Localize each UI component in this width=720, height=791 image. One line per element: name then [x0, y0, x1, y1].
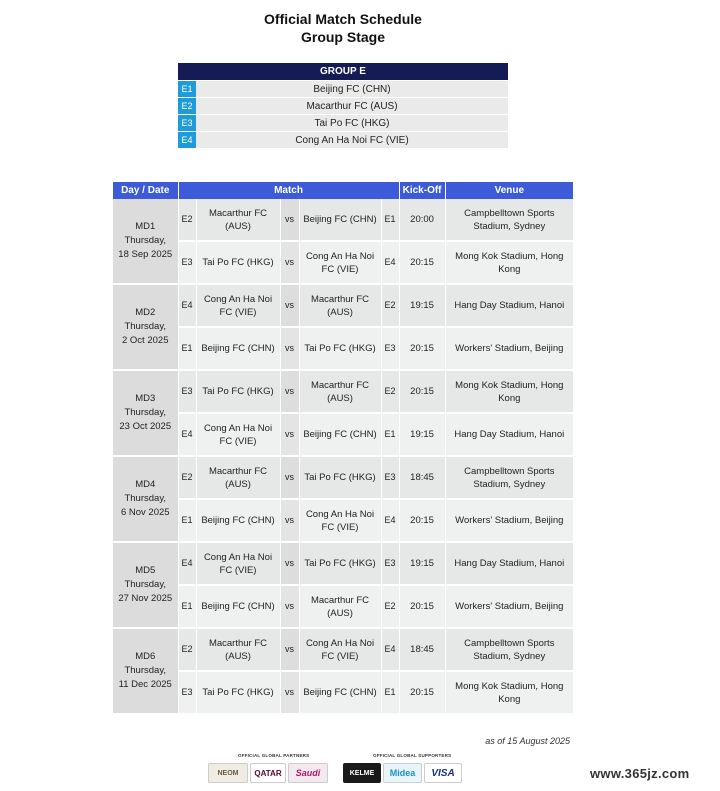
away-team: Tai Po FC (HKG) [299, 542, 381, 585]
header-match: Match [178, 182, 399, 199]
home-team: Macarthur FC (AUS) [196, 199, 280, 241]
watermark: www.365jz.com [590, 766, 690, 781]
home-code: E1 [178, 585, 196, 628]
page-title [0, 10, 686, 46]
home-code: E4 [178, 284, 196, 327]
group-name: GROUP E [178, 63, 508, 81]
home-team: Beijing FC (CHN) [196, 499, 280, 542]
match-row [113, 370, 573, 413]
home-code: E4 [178, 413, 196, 456]
kickoff-time: 20:15 [399, 671, 445, 714]
vs-label: vs [280, 499, 299, 542]
team-code: E4 [178, 132, 196, 149]
home-code: E2 [178, 628, 196, 671]
match-row [113, 199, 573, 241]
venue: Hang Day Stadium, Hanoi [445, 413, 573, 456]
away-code: E4 [381, 628, 399, 671]
neom-logo: NEOM [208, 763, 248, 783]
title-line-2: Group Stage [300, 29, 385, 45]
visa-logo: VISA [424, 763, 462, 783]
match-row [113, 241, 573, 284]
supporters-label: OFFICIAL GLOBAL SUPPORTERS [373, 753, 452, 758]
home-team: Cong An Ha Noi FC (VIE) [196, 413, 280, 456]
vs-label: vs [280, 327, 299, 370]
matchday-label: MD4 [135, 479, 156, 490]
header-day: Day / Date [113, 182, 178, 199]
team-name: Tai Po FC (HKG) [196, 115, 508, 132]
group-team-row [178, 81, 508, 98]
matchday-cell [113, 628, 178, 714]
away-code: E3 [381, 542, 399, 585]
kickoff-time: 19:15 [399, 542, 445, 585]
away-code: E2 [381, 370, 399, 413]
vs-label: vs [280, 456, 299, 499]
matchday-weekday: Thursday, [124, 407, 167, 418]
venue: Workers' Stadium, Beijing [445, 327, 573, 370]
away-team: Cong An Ha Noi FC (VIE) [299, 241, 381, 284]
away-team: Tai Po FC (HKG) [299, 327, 381, 370]
venue: Mong Kok Stadium, Hong Kong [445, 671, 573, 714]
away-code: E4 [381, 499, 399, 542]
matchday-date: 11 Dec 2025 [118, 679, 172, 690]
away-team: Tai Po FC (HKG) [299, 456, 381, 499]
venue: Hang Day Stadium, Hanoi [445, 542, 573, 585]
team-name: Macarthur FC (AUS) [196, 98, 508, 115]
sponsors-strip [205, 753, 470, 787]
home-code: E2 [178, 456, 196, 499]
match-row [113, 671, 573, 714]
home-team: Tai Po FC (HKG) [196, 241, 280, 284]
title-line-1: Official Match Schedule [264, 11, 422, 27]
group-team-row [178, 98, 508, 115]
away-team: Macarthur FC (AUS) [299, 585, 381, 628]
kickoff-time: 20:15 [399, 370, 445, 413]
home-code: E3 [178, 671, 196, 714]
midea-logo: Midea [383, 763, 422, 783]
away-team: Beijing FC (CHN) [299, 413, 381, 456]
matchday-label: MD3 [135, 393, 156, 404]
away-team: Macarthur FC (AUS) [299, 284, 381, 327]
home-team: Beijing FC (CHN) [196, 327, 280, 370]
vs-label: vs [280, 671, 299, 714]
home-team: Tai Po FC (HKG) [196, 671, 280, 714]
home-team: Macarthur FC (AUS) [196, 456, 280, 499]
away-team: Cong An Ha Noi FC (VIE) [299, 628, 381, 671]
kickoff-time: 20:15 [399, 327, 445, 370]
kickoff-time: 20:00 [399, 199, 445, 241]
home-code: E4 [178, 542, 196, 585]
matchday-weekday: Thursday, [124, 579, 167, 590]
matchday-date: 6 Nov 2025 [120, 507, 170, 518]
venue: Workers' Stadium, Beijing [445, 585, 573, 628]
match-row [113, 284, 573, 327]
header-kickoff: Kick-Off [399, 182, 445, 199]
home-team: Cong An Ha Noi FC (VIE) [196, 542, 280, 585]
matchday-date: 27 Nov 2025 [118, 593, 173, 604]
home-code: E3 [178, 370, 196, 413]
home-code: E1 [178, 327, 196, 370]
away-team: Beijing FC (CHN) [299, 671, 381, 714]
venue: Workers' Stadium, Beijing [445, 499, 573, 542]
match-row [113, 628, 573, 671]
away-code: E2 [381, 585, 399, 628]
venue: Campbelltown Sports Stadium, Sydney [445, 628, 573, 671]
away-code: E1 [381, 671, 399, 714]
group-team-list [178, 81, 508, 149]
matchday-label: MD2 [135, 307, 156, 318]
vs-label: vs [280, 199, 299, 241]
home-code: E2 [178, 199, 196, 241]
matchday-weekday: Thursday, [124, 665, 167, 676]
kickoff-time: 20:15 [399, 585, 445, 628]
schedule-header-row [113, 182, 573, 199]
away-code: E3 [381, 327, 399, 370]
home-code: E1 [178, 499, 196, 542]
schedule-body [113, 199, 573, 714]
home-code: E3 [178, 241, 196, 284]
vs-label: vs [280, 284, 299, 327]
match-row [113, 542, 573, 585]
matchday-weekday: Thursday, [124, 235, 167, 246]
qatar-airways-logo: QATAR [250, 763, 286, 783]
away-code: E2 [381, 284, 399, 327]
away-code: E3 [381, 456, 399, 499]
kickoff-time: 18:45 [399, 628, 445, 671]
home-team: Cong An Ha Noi FC (VIE) [196, 284, 280, 327]
group-table [178, 63, 508, 148]
team-code: E2 [178, 98, 196, 115]
matchday-label: MD5 [135, 565, 156, 576]
kickoff-time: 19:15 [399, 413, 445, 456]
matchday-cell [113, 284, 178, 370]
venue: Campbelltown Sports Stadium, Sydney [445, 199, 573, 241]
match-row [113, 585, 573, 628]
venue: Hang Day Stadium, Hanoi [445, 284, 573, 327]
header-venue: Venue [445, 182, 573, 199]
matchday-cell [113, 456, 178, 542]
matchday-date: 23 Oct 2025 [119, 421, 172, 432]
home-team: Macarthur FC (AUS) [196, 628, 280, 671]
matchday-cell [113, 542, 178, 628]
team-code: E3 [178, 115, 196, 132]
match-row [113, 413, 573, 456]
team-name: Cong An Ha Noi FC (VIE) [196, 132, 508, 149]
vs-label: vs [280, 628, 299, 671]
vs-label: vs [280, 542, 299, 585]
away-team: Cong An Ha Noi FC (VIE) [299, 499, 381, 542]
team-name: Beijing FC (CHN) [196, 81, 508, 98]
matchday-label: MD1 [135, 221, 156, 232]
group-team-row [178, 132, 508, 149]
matchday-weekday: Thursday, [124, 321, 167, 332]
matchday-label: MD6 [135, 651, 156, 662]
vs-label: vs [280, 413, 299, 456]
kelme-logo: KELME [343, 763, 381, 783]
away-code: E1 [381, 413, 399, 456]
matchday-cell [113, 370, 178, 456]
team-code: E1 [178, 81, 196, 98]
match-row [113, 456, 573, 499]
home-team: Beijing FC (CHN) [196, 585, 280, 628]
group-team-row [178, 115, 508, 132]
vs-label: vs [280, 370, 299, 413]
matchday-cell [113, 199, 178, 284]
venue: Mong Kok Stadium, Hong Kong [445, 370, 573, 413]
away-code: E4 [381, 241, 399, 284]
home-team: Tai Po FC (HKG) [196, 370, 280, 413]
kickoff-time: 20:15 [399, 241, 445, 284]
venue: Mong Kok Stadium, Hong Kong [445, 241, 573, 284]
away-team: Beijing FC (CHN) [299, 199, 381, 241]
kickoff-time: 18:45 [399, 456, 445, 499]
venue: Campbelltown Sports Stadium, Sydney [445, 456, 573, 499]
saudi-logo: Saudi [288, 763, 328, 783]
kickoff-time: 20:15 [399, 499, 445, 542]
partners-label: OFFICIAL GLOBAL PARTNERS [238, 753, 310, 758]
away-team: Macarthur FC (AUS) [299, 370, 381, 413]
vs-label: vs [280, 585, 299, 628]
away-code: E1 [381, 199, 399, 241]
matchday-weekday: Thursday, [124, 493, 167, 504]
as-of-date: as of 15 August 2025 [485, 736, 570, 746]
kickoff-time: 19:15 [399, 284, 445, 327]
match-row [113, 499, 573, 542]
vs-label: vs [280, 241, 299, 284]
matchday-date: 2 Oct 2025 [122, 335, 169, 346]
schedule-table [113, 182, 573, 715]
matchday-date: 18 Sep 2025 [118, 249, 173, 260]
match-row [113, 327, 573, 370]
